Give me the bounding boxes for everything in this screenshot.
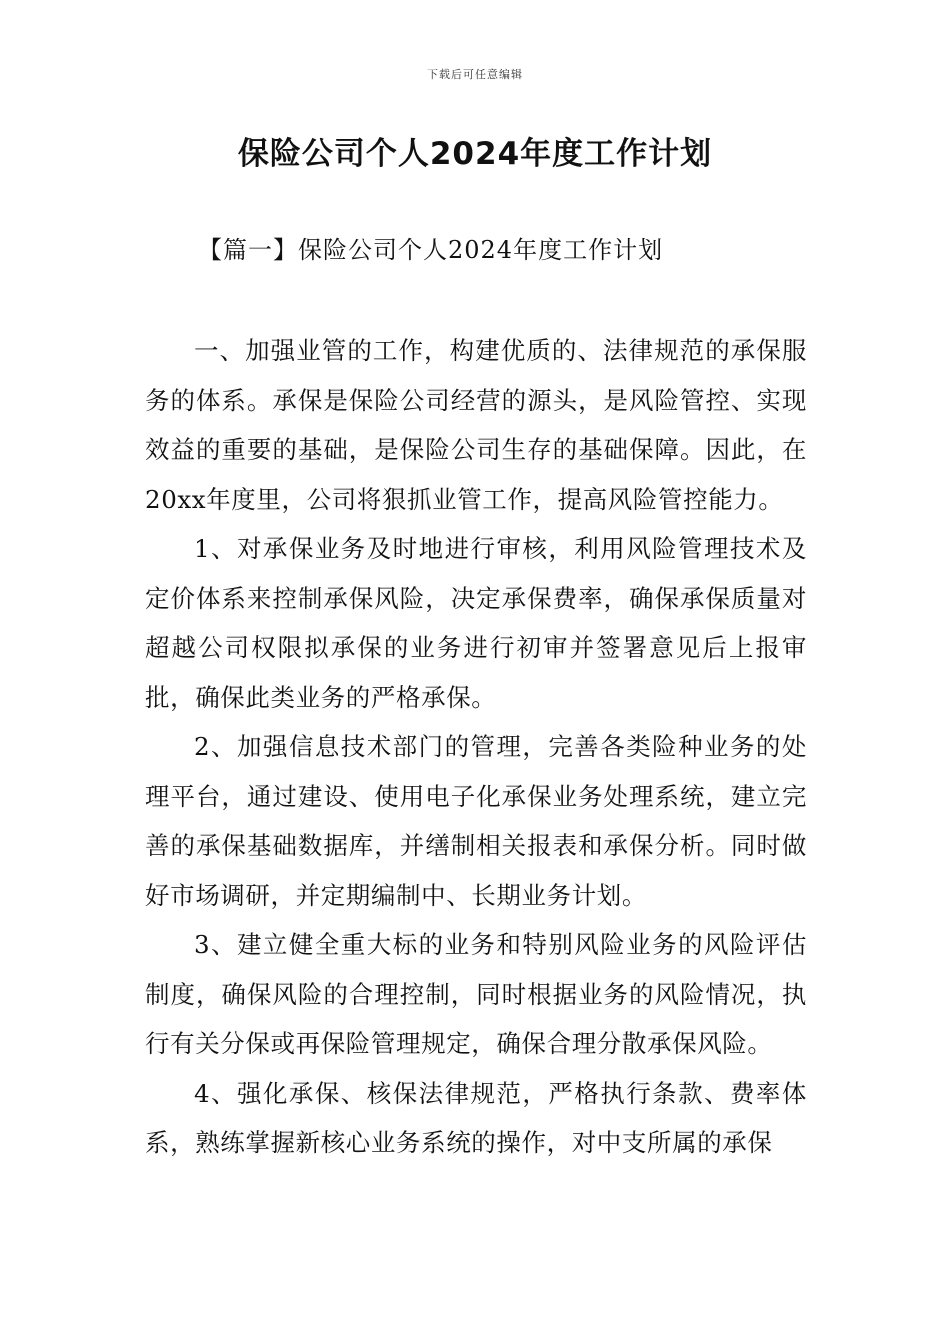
header-note: 下载后可任意编辑 (427, 68, 523, 81)
document-title: 保险公司个人2024年度工作计划 (237, 136, 713, 172)
paragraph-item-1: 1、对承保业务及时地进行审核，利用风险管理技术及定价体系来控制承保风险，决定承保费率，确保承保质量对超越公司权限拟承保的业务进行初审并签署意见后上报审批，确保此类业务的严格承保。 (145, 534, 807, 712)
document-body (145, 326, 807, 1168)
paragraph-item-4: 4、强化承保、核保法律规范，严格执行条款、费率体系，熟练掌握新核心业务系统的操作，对中支所属的承保 (145, 1078, 807, 1157)
paragraph-item-2: 2、加强信息技术部门的管理，完善各类险种业务的处理平台，通过建设、使用电子化承保业务处理系统，建立完善的承保基础数据库，并缮制相关报表和承保分析。同时做好市场调研，并定期编制中、长期业务计划。 (145, 732, 807, 910)
paragraph-item-3: 3、建立健全重大标的业务和特别风险业务的风险评估制度，确保风险的合理控制，同时根据业务的风险情况，执行有关分保或再保险管理规定，确保合理分散承保风险。 (145, 930, 807, 1058)
paragraph-intro: 一、加强业管的工作，构建优质的、法律规范的承保服务的体系。承保是保险公司经营的源头，是风险管控、实现效益的重要的基础，是保险公司生存的基础保障。因此，在20xx年度里，公司将狠抓业管工作，提高风险管控能力。 (145, 336, 807, 514)
section-heading: 【篇一】保险公司个人2024年度工作计划 (198, 236, 664, 264)
